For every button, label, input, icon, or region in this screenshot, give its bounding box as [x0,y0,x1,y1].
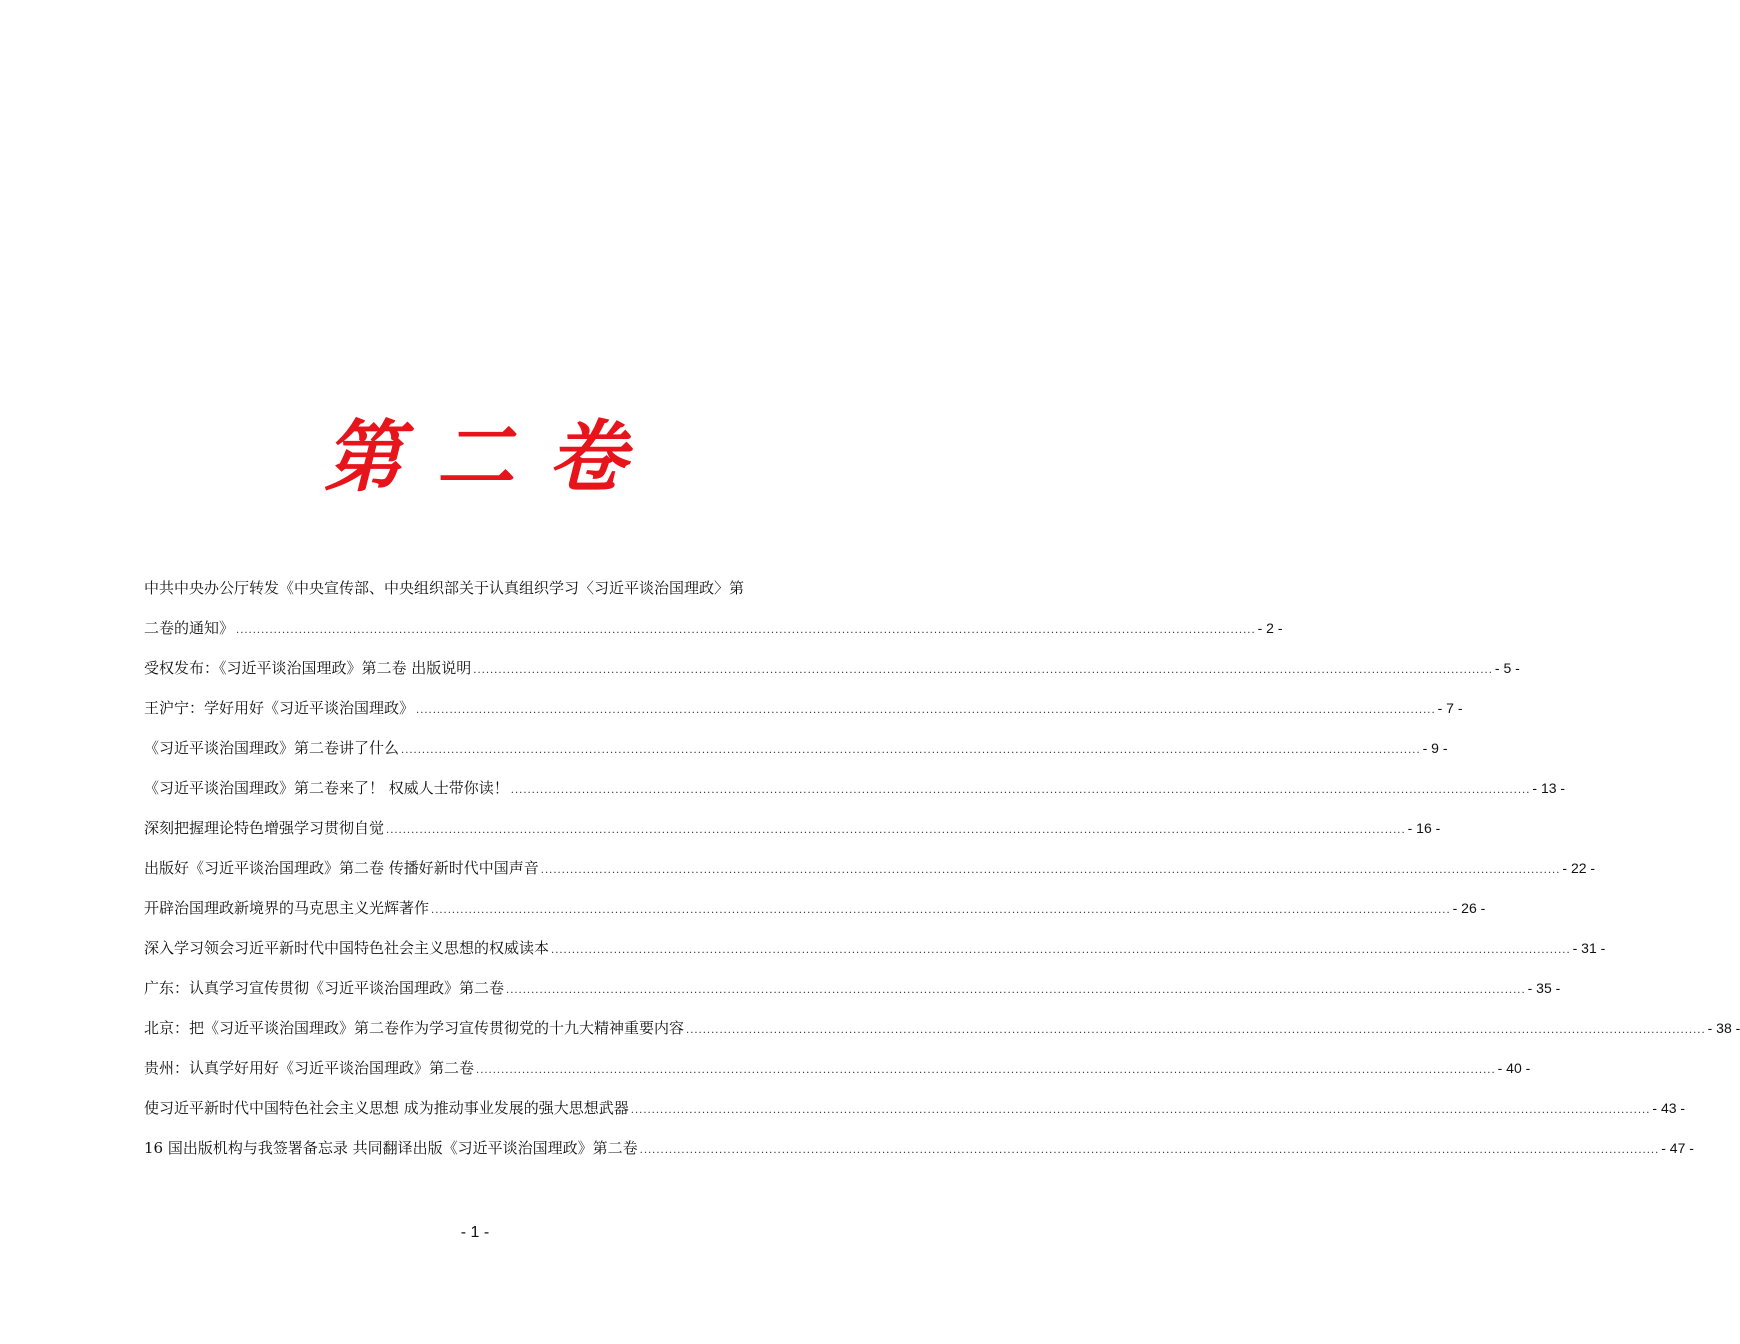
toc-leader-dots [551,931,1571,971]
toc-leader-dots [236,611,1256,651]
toc-entry-text: 《习近平谈治国理政》第二卷讲了什么 [144,739,400,757]
toc-page-number: - 16 - [1407,820,1441,836]
table-of-contents [144,568,1740,1168]
toc-entry-4[interactable] [144,728,1448,768]
toc-leader-dots [386,811,1406,851]
toc-leader-dots [541,851,1561,891]
toc-page-number: - 7 - [1437,700,1463,716]
toc-page-number: - 22 - [1562,860,1596,876]
toc-leader-dots [476,1051,1496,1091]
toc-entry-text: 受权发布：《习近平谈治国理政》第二卷 出版说明 [144,659,472,677]
toc-page-number: - 5 - [1494,660,1520,676]
toc-leader-dots [506,971,1526,1011]
toc-page-number: - 35 - [1527,980,1561,996]
toc-entry-2[interactable] [144,648,1520,688]
toc-page-number: - 31 - [1572,940,1606,956]
toc-entry-7[interactable] [144,848,1596,888]
toc-page-number: - 40 - [1497,1060,1531,1076]
page-number-footer: - 1 - [460,1224,490,1241]
toc-entry-text: 贵州：认真学好用好《习近平谈治国理政》第二卷 [144,1059,475,1077]
toc-leader-dots [416,691,1436,731]
toc-entry-3[interactable] [144,688,1463,728]
toc-entry-text: 王沪宁：学好用好《习近平谈治国理政》 [144,699,415,717]
toc-page-number: - 2 - [1257,620,1283,636]
toc-entry-text: 北京：把《习近平谈治国理政》第二卷作为学习宣传贯彻党的十九大精神重要内容 [144,1019,685,1037]
toc-entry-text: 使习近平新时代中国特色社会主义思想 成为推动事业发展的强大思想武器 [144,1099,629,1117]
toc-entry-11[interactable] [144,1008,1740,1048]
toc-entry-9[interactable] [144,928,1606,968]
toc-page-number: - 9 - [1422,740,1448,756]
toc-leader-dots [431,891,1451,931]
toc-entry-5[interactable] [144,768,1566,808]
toc-entry-13[interactable] [144,1088,1686,1128]
toc-entry-8[interactable] [144,888,1486,928]
toc-entry-text: 广东：认真学习宣传贯彻《习近平谈治国理政》第二卷 [144,979,505,997]
volume-title: 第二卷 [323,412,660,503]
toc-page-number: - 26 - [1452,900,1486,916]
toc-entry-text: 开辟治国理政新境界的马克思主义光辉著作 [144,899,430,917]
toc-entry-text: 深入学习领会习近平新时代中国特色社会主义思想的权威读本 [144,939,550,957]
toc-leader-dots [511,771,1531,811]
toc-page-number: - 47 - [1661,1140,1694,1156]
toc-entry-text: 出版好《习近平谈治国理政》第二卷 传播好新时代中国声音 [144,859,539,877]
toc-entry-text: 16 国出版机构与我签署备忘录 共同翻译出版《习近平谈治国理政》第二卷 [144,1139,638,1157]
toc-entry-14[interactable] [144,1128,1694,1168]
toc-entry-text: 深刻把握理论特色增强学习贯彻自觉 [144,819,385,837]
toc-page-number: - 13 - [1532,780,1566,796]
toc-entry-text: 《习近平谈治国理政》第二卷来了！ 权威人士带你读！ [144,779,509,797]
toc-leader-dots [401,731,1421,771]
toc-page-number: - 43 - [1652,1100,1686,1116]
toc-leader-dots [473,651,1493,691]
toc-entry-6[interactable] [144,808,1441,848]
toc-entry-1[interactable] [144,568,1283,648]
toc-entry-text: 二卷的通知》 [144,619,235,637]
toc-entry-text: 中共中央办公厅转发《中央宣传部、中央组织部关于认真组织学习〈习近平谈治国理政〉第 [144,579,745,597]
toc-page-number: - 38 - [1707,1020,1740,1036]
toc-leader-dots [686,1011,1706,1051]
toc-leader-dots [640,1131,1660,1171]
toc-leader-dots [631,1091,1651,1131]
toc-entry-10[interactable] [144,968,1561,1008]
toc-entry-12[interactable] [144,1048,1531,1088]
